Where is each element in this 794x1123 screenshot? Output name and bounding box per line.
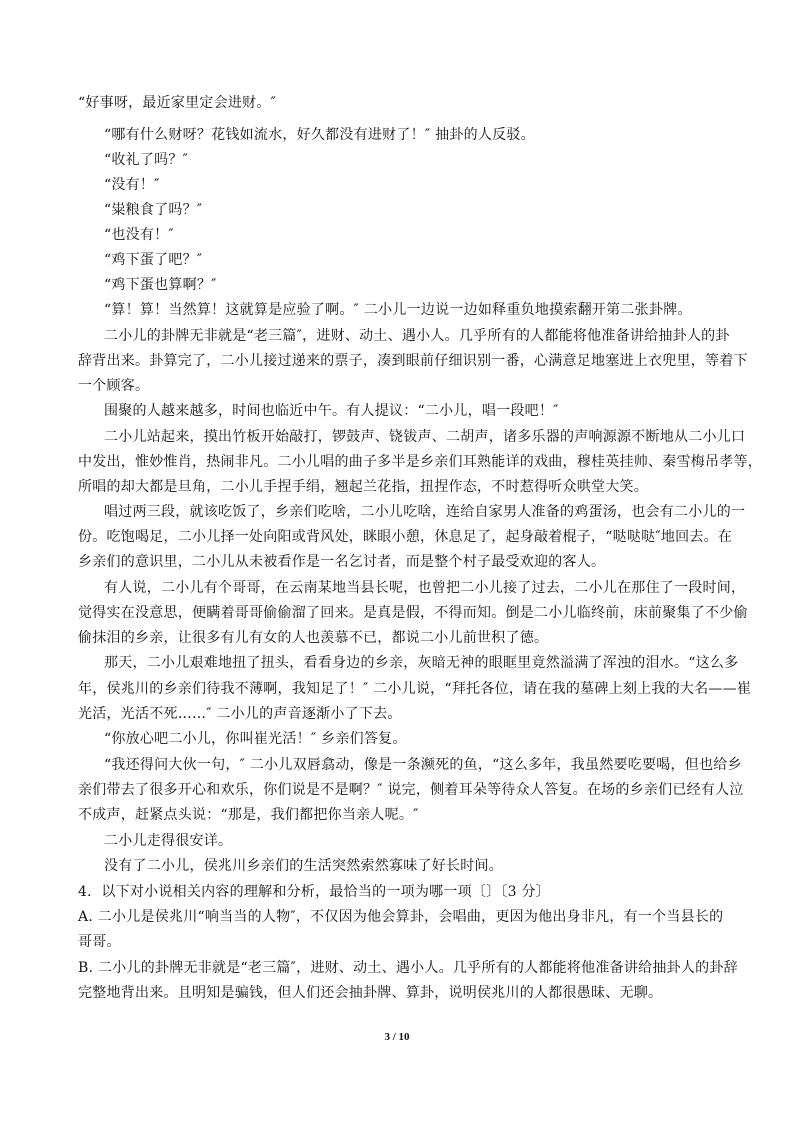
dialogue-line: “也没有！″ [104, 227, 174, 243]
paragraph-line: 份。吃饱喝足，二小儿择一处向阳或背风处，眯眼小憩，休息足了，起身敲着棍子，“哒哒哒″地回去。在 [78, 529, 733, 545]
paragraph-line: 亲们带去了很多开心和欢乐，你们说是不是啊？″ 说完，侧着耳朵等待众人答复。在场的乡亲们已经有人泣 [78, 782, 744, 798]
option-a-continued: 哥哥。 [78, 934, 121, 950]
paragraph-line: 二小儿走得很安详。 [104, 833, 233, 849]
dialogue-line: “粜粮食了吗？″ [104, 202, 203, 218]
paragraph-line: 年，侯兆川的乡亲们待我不薄啊，我知足了！″ 二小儿说，“拜托各位，请在我的墓碑上刻上我的大名——崔 [78, 681, 752, 697]
paragraph-line: “我还得问大伙一句，″ 二小儿双唇翕动，像是一条濒死的鱼，“这么多年，我虽然要吃要喝，但也给乡 [104, 757, 742, 773]
dialogue-line: “算！算！当然算！这就算是应验了啊。″ 二小儿一边说一边如释重负地摸索翻开第二张卦牌。 [104, 302, 692, 318]
paragraph-line: 不成声，赶紧点头说：“那是，我们都把你当亲人呢。″ [78, 807, 419, 823]
paragraph-line: 中发出，惟妙惟肖，热闹非凡。二小儿唱的曲子多半是乡亲们耳熟能详的戏曲，穆桂英挂帅、秦雪梅吊孝等， [78, 454, 762, 470]
paragraph-line: 有人说，二小儿有个哥哥，在云南某地当县长呢，也曾把二小儿接了过去，二小儿在那住了一段时间， [104, 580, 746, 596]
paragraph-line: 那天，二小儿艰难地扭了扭头，看看身边的乡亲，灰暗无神的眼眶里竟然溢满了浑浊的泪水。“这么多 [104, 655, 739, 671]
paragraph-line: 光活，光活不死……″ 二小儿的声音逐渐小了下去。 [78, 706, 402, 722]
paragraph-line: 乡亲们的意识里，二小儿从未被看作是一名乞讨者，而是整个村子最受欢迎的客人。 [78, 554, 606, 570]
dialogue-line: “鸡下蛋了吧？″ [104, 252, 203, 268]
dialogue-line: “你放心吧二小儿，你叫崔光活！″ 乡亲们答复。 [104, 731, 407, 747]
paragraph-line: 二小儿站起来，摸出竹板开始敲打，锣鼓声、铙钹声、二胡声，诸多乐器的声响源源不断地从二小儿口 [104, 429, 746, 445]
option-b-continued: 完整地背出来。且明知是骗钱，但人们还会抽卦牌、算卦，说明侯兆川的人都很愚昧、无聊。 [78, 985, 663, 1001]
dialogue-line: “鸡下蛋也算啊？″ [104, 277, 217, 293]
paragraph-line: 偷抹泪的乡亲，让很多有儿有女的人也羡慕不已，都说二小儿前世积了德。 [78, 630, 549, 646]
option-a: A. 二小儿是侯兆川“响当当的人物″，不仅因为他会算卦，会唱曲，更因为他出身非凡，有一个当县长的 [78, 909, 724, 925]
paragraph-line: 辞背出来。卦算完了，二小儿接过递来的票子，凑到眼前仔细识别一番，心满意足地塞进上衣兜里，等着下 [78, 353, 748, 369]
option-b: B. 二小儿的卦牌无非就是“老三篇″，进财、动土、遇小人。几乎所有的人都能将他准备讲给抽卦人的卦辞 [78, 960, 738, 976]
dialogue-line: “收礼了吗？″ [104, 152, 189, 168]
dialogue-line: “哪有什么财呀？花钱如流水，好久都没有进财了！″ 抽卦的人反驳。 [104, 127, 535, 143]
question-stem: 4．以下对小说相关内容的理解和分析，最恰当的一项为哪一项〔〕〔3 分〕 [78, 884, 551, 900]
paragraph-line: 没有了二小儿，侯兆川乡亲们的生活突然索然寡味了好长时间。 [104, 858, 503, 874]
paragraph-line: 二小儿的卦牌无非就是“老三篇″，进财、动土、遇小人。几乎所有的人都能将他准备讲给抽卦人的卦 [104, 328, 730, 344]
paragraph-line: 围聚的人越来越多，时间也临近中午。有人提议：“二小儿，唱一段吧！″ [104, 403, 559, 419]
paragraph-line: 所唱的却大都是旦角，二小儿手捏手绢，翘起兰花指，扭捏作态，不时惹得听众哄堂大笑。 [78, 479, 648, 495]
paragraph-line: 一个顾客。 [78, 378, 150, 394]
page-number: 3 / 10 [384, 1031, 410, 1043]
dialogue-line: “好事呀，最近家里定会进财。″ [78, 95, 277, 111]
paragraph-line: 觉得实在没意思，便瞒着哥哥偷偷溜了回来。是真是假，不得而知。倒是二小儿临终前，床前聚集了不少偷 [78, 605, 748, 621]
paragraph-line: 唱过两三段，就该吃饭了，乡亲们吃啥，二小儿吃啥，连给自家男人准备的鸡蛋汤，也会有二小儿的一 [104, 504, 746, 520]
dialogue-line: “没有！″ [104, 177, 160, 193]
